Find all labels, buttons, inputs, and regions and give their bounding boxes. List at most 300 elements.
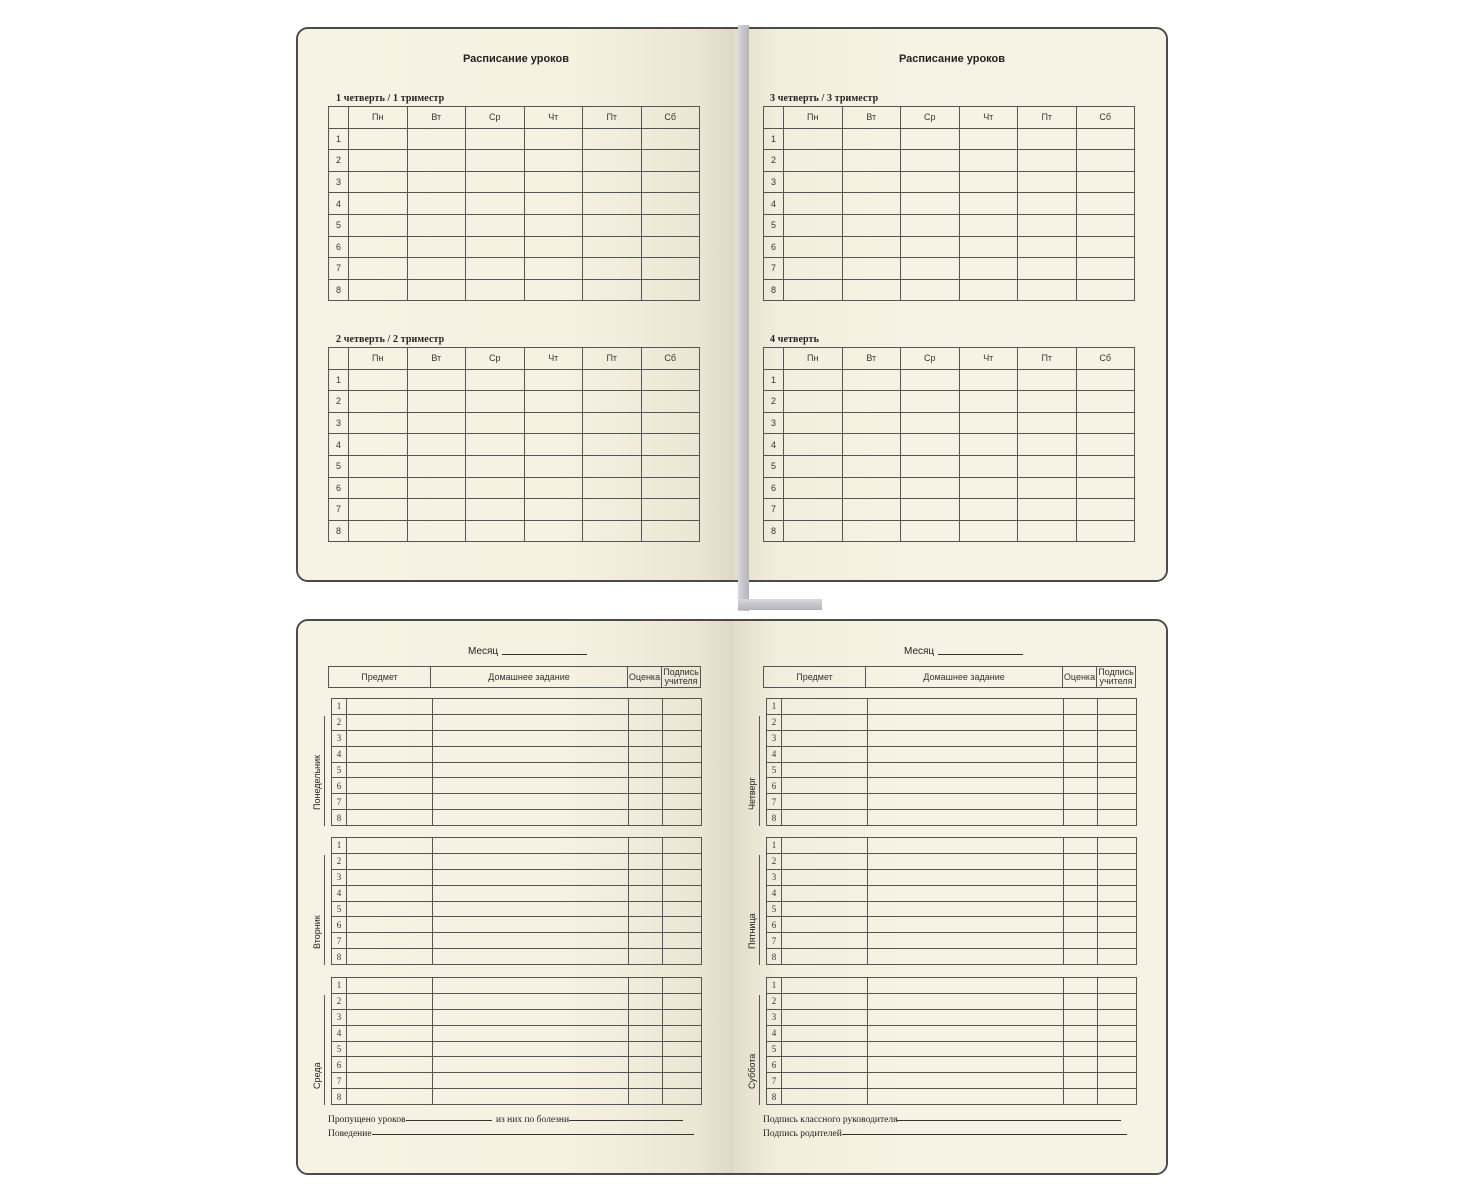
lesson-cell[interactable]: [407, 520, 466, 542]
lesson-cell[interactable]: [842, 434, 901, 456]
lesson-cell[interactable]: [349, 171, 408, 193]
subj-cell[interactable]: [782, 901, 868, 917]
subj-cell[interactable]: [782, 762, 868, 778]
sign-cell[interactable]: [1098, 933, 1137, 949]
grade-cell[interactable]: [629, 794, 663, 810]
sign-cell[interactable]: [663, 699, 702, 715]
subj-cell[interactable]: [347, 1009, 433, 1025]
grade-cell[interactable]: [1064, 746, 1098, 762]
subj-cell[interactable]: [782, 978, 868, 994]
grade-cell[interactable]: [1064, 762, 1098, 778]
grade-cell[interactable]: [1064, 978, 1098, 994]
sign-cell[interactable]: [663, 730, 702, 746]
sign-cell[interactable]: [663, 794, 702, 810]
grade-cell[interactable]: [1064, 810, 1098, 826]
lesson-cell[interactable]: [842, 499, 901, 521]
lesson-cell[interactable]: [583, 434, 642, 456]
subj-cell[interactable]: [347, 794, 433, 810]
lesson-cell[interactable]: [466, 455, 525, 477]
lesson-cell[interactable]: [1076, 279, 1135, 301]
sign-cell[interactable]: [663, 978, 702, 994]
lesson-cell[interactable]: [1076, 150, 1135, 172]
lesson-cell[interactable]: [784, 236, 843, 258]
lesson-cell[interactable]: [842, 369, 901, 391]
lesson-cell[interactable]: [349, 236, 408, 258]
lesson-cell[interactable]: [842, 214, 901, 236]
lesson-cell[interactable]: [784, 214, 843, 236]
grade-cell[interactable]: [1064, 993, 1098, 1009]
lesson-cell[interactable]: [901, 150, 960, 172]
lesson-cell[interactable]: [583, 171, 642, 193]
grade-cell[interactable]: [629, 730, 663, 746]
lesson-cell[interactable]: [901, 520, 960, 542]
missed-input[interactable]: [406, 1120, 492, 1121]
subj-cell[interactable]: [347, 949, 433, 965]
lesson-cell[interactable]: [524, 236, 583, 258]
lesson-cell[interactable]: [466, 128, 525, 150]
lesson-cell[interactable]: [842, 412, 901, 434]
grade-cell[interactable]: [1064, 917, 1098, 933]
lesson-cell[interactable]: [959, 128, 1018, 150]
lesson-cell[interactable]: [583, 477, 642, 499]
lesson-cell[interactable]: [959, 258, 1018, 280]
sign-cell[interactable]: [1098, 794, 1137, 810]
task-cell[interactable]: [868, 762, 1064, 778]
grade-cell[interactable]: [629, 901, 663, 917]
lesson-cell[interactable]: [1018, 171, 1077, 193]
subj-cell[interactable]: [347, 1041, 433, 1057]
lesson-cell[interactable]: [641, 193, 700, 215]
grade-cell[interactable]: [629, 838, 663, 854]
task-cell[interactable]: [433, 730, 629, 746]
subj-cell[interactable]: [782, 993, 868, 1009]
lesson-cell[interactable]: [1018, 279, 1077, 301]
grade-cell[interactable]: [629, 993, 663, 1009]
grade-cell[interactable]: [629, 885, 663, 901]
lesson-cell[interactable]: [583, 150, 642, 172]
subj-cell[interactable]: [347, 1073, 433, 1089]
lesson-cell[interactable]: [349, 520, 408, 542]
lesson-cell[interactable]: [407, 150, 466, 172]
lesson-cell[interactable]: [407, 171, 466, 193]
grade-cell[interactable]: [629, 699, 663, 715]
lesson-cell[interactable]: [784, 455, 843, 477]
lesson-cell[interactable]: [524, 412, 583, 434]
task-cell[interactable]: [433, 1041, 629, 1057]
lesson-cell[interactable]: [1018, 236, 1077, 258]
lesson-cell[interactable]: [1076, 258, 1135, 280]
lesson-cell[interactable]: [842, 520, 901, 542]
lesson-cell[interactable]: [1076, 520, 1135, 542]
subj-cell[interactable]: [347, 993, 433, 1009]
task-cell[interactable]: [433, 838, 629, 854]
lesson-cell[interactable]: [1018, 214, 1077, 236]
subj-cell[interactable]: [782, 714, 868, 730]
lesson-cell[interactable]: [641, 279, 700, 301]
task-cell[interactable]: [868, 730, 1064, 746]
lesson-cell[interactable]: [641, 391, 700, 413]
lesson-cell[interactable]: [466, 520, 525, 542]
lesson-cell[interactable]: [466, 412, 525, 434]
sign-cell[interactable]: [1098, 778, 1137, 794]
grade-cell[interactable]: [629, 714, 663, 730]
subj-cell[interactable]: [347, 699, 433, 715]
sign-cell[interactable]: [1098, 978, 1137, 994]
lesson-cell[interactable]: [641, 520, 700, 542]
lesson-cell[interactable]: [349, 214, 408, 236]
grade-cell[interactable]: [1064, 853, 1098, 869]
lesson-cell[interactable]: [1076, 128, 1135, 150]
task-cell[interactable]: [868, 917, 1064, 933]
sign-cell[interactable]: [1098, 1057, 1137, 1073]
sign-cell[interactable]: [663, 853, 702, 869]
task-cell[interactable]: [868, 1025, 1064, 1041]
subj-cell[interactable]: [347, 1057, 433, 1073]
subj-cell[interactable]: [347, 838, 433, 854]
task-cell[interactable]: [433, 762, 629, 778]
subj-cell[interactable]: [782, 869, 868, 885]
lesson-cell[interactable]: [641, 258, 700, 280]
subj-cell[interactable]: [782, 1009, 868, 1025]
subj-cell[interactable]: [782, 1073, 868, 1089]
lesson-cell[interactable]: [583, 193, 642, 215]
lesson-cell[interactable]: [959, 499, 1018, 521]
lesson-cell[interactable]: [842, 236, 901, 258]
lesson-cell[interactable]: [583, 258, 642, 280]
lesson-cell[interactable]: [1018, 520, 1077, 542]
grade-cell[interactable]: [1064, 869, 1098, 885]
lesson-cell[interactable]: [466, 150, 525, 172]
lesson-cell[interactable]: [641, 412, 700, 434]
lesson-cell[interactable]: [583, 455, 642, 477]
lesson-cell[interactable]: [1076, 412, 1135, 434]
lesson-cell[interactable]: [349, 150, 408, 172]
sign-cell[interactable]: [663, 1089, 702, 1105]
task-cell[interactable]: [433, 746, 629, 762]
grade-cell[interactable]: [1064, 714, 1098, 730]
task-cell[interactable]: [868, 1073, 1064, 1089]
task-cell[interactable]: [433, 794, 629, 810]
task-cell[interactable]: [868, 853, 1064, 869]
subj-cell[interactable]: [347, 933, 433, 949]
sign-cell[interactable]: [1098, 838, 1137, 854]
lesson-cell[interactable]: [524, 455, 583, 477]
lesson-cell[interactable]: [959, 369, 1018, 391]
grade-cell[interactable]: [629, 933, 663, 949]
subj-cell[interactable]: [782, 1057, 868, 1073]
lesson-cell[interactable]: [784, 128, 843, 150]
subj-cell[interactable]: [782, 885, 868, 901]
lesson-cell[interactable]: [842, 455, 901, 477]
month-input-line[interactable]: [938, 654, 1023, 655]
lesson-cell[interactable]: [524, 279, 583, 301]
grade-cell[interactable]: [1064, 1057, 1098, 1073]
lesson-cell[interactable]: [842, 279, 901, 301]
lesson-cell[interactable]: [901, 214, 960, 236]
grade-cell[interactable]: [1064, 949, 1098, 965]
lesson-cell[interactable]: [901, 477, 960, 499]
subj-cell[interactable]: [347, 1025, 433, 1041]
grade-cell[interactable]: [629, 762, 663, 778]
subj-cell[interactable]: [347, 901, 433, 917]
task-cell[interactable]: [868, 901, 1064, 917]
behavior-input[interactable]: [372, 1134, 694, 1135]
lesson-cell[interactable]: [466, 477, 525, 499]
lesson-cell[interactable]: [901, 258, 960, 280]
sign-cell[interactable]: [663, 714, 702, 730]
lesson-cell[interactable]: [583, 412, 642, 434]
subj-cell[interactable]: [347, 810, 433, 826]
subj-cell[interactable]: [347, 714, 433, 730]
grade-cell[interactable]: [1064, 838, 1098, 854]
lesson-cell[interactable]: [641, 236, 700, 258]
lesson-cell[interactable]: [583, 214, 642, 236]
lesson-cell[interactable]: [901, 171, 960, 193]
lesson-cell[interactable]: [524, 258, 583, 280]
lesson-cell[interactable]: [641, 434, 700, 456]
sign-cell[interactable]: [1098, 1009, 1137, 1025]
subj-cell[interactable]: [347, 730, 433, 746]
sign-cell[interactable]: [663, 901, 702, 917]
lesson-cell[interactable]: [959, 279, 1018, 301]
lesson-cell[interactable]: [641, 214, 700, 236]
subj-cell[interactable]: [782, 746, 868, 762]
lesson-cell[interactable]: [959, 150, 1018, 172]
lesson-cell[interactable]: [524, 391, 583, 413]
lesson-cell[interactable]: [1076, 193, 1135, 215]
lesson-cell[interactable]: [524, 150, 583, 172]
task-cell[interactable]: [868, 1057, 1064, 1073]
lesson-cell[interactable]: [524, 369, 583, 391]
lesson-cell[interactable]: [784, 279, 843, 301]
subj-cell[interactable]: [782, 810, 868, 826]
lesson-cell[interactable]: [959, 236, 1018, 258]
sign-cell[interactable]: [1098, 1073, 1137, 1089]
subj-cell[interactable]: [347, 869, 433, 885]
lesson-cell[interactable]: [959, 520, 1018, 542]
lesson-cell[interactable]: [1076, 369, 1135, 391]
subj-cell[interactable]: [782, 699, 868, 715]
lesson-cell[interactable]: [641, 477, 700, 499]
task-cell[interactable]: [868, 1089, 1064, 1105]
lesson-cell[interactable]: [524, 520, 583, 542]
task-cell[interactable]: [433, 699, 629, 715]
lesson-cell[interactable]: [407, 193, 466, 215]
sign-cell[interactable]: [1098, 762, 1137, 778]
lesson-cell[interactable]: [959, 391, 1018, 413]
lesson-cell[interactable]: [1018, 391, 1077, 413]
subj-cell[interactable]: [347, 1089, 433, 1105]
lesson-cell[interactable]: [1076, 391, 1135, 413]
grade-cell[interactable]: [629, 1041, 663, 1057]
task-cell[interactable]: [433, 949, 629, 965]
sign-cell[interactable]: [663, 949, 702, 965]
bookmark-ribbon[interactable]: [738, 25, 749, 611]
sign-cell[interactable]: [1098, 853, 1137, 869]
lesson-cell[interactable]: [784, 434, 843, 456]
lesson-cell[interactable]: [901, 412, 960, 434]
lesson-cell[interactable]: [1018, 412, 1077, 434]
grade-cell[interactable]: [629, 1089, 663, 1105]
lesson-cell[interactable]: [641, 128, 700, 150]
sign-cell[interactable]: [1098, 1025, 1137, 1041]
lesson-cell[interactable]: [901, 128, 960, 150]
lesson-cell[interactable]: [524, 477, 583, 499]
task-cell[interactable]: [868, 714, 1064, 730]
lesson-cell[interactable]: [524, 434, 583, 456]
lesson-cell[interactable]: [784, 193, 843, 215]
lesson-cell[interactable]: [959, 477, 1018, 499]
grade-cell[interactable]: [1064, 1041, 1098, 1057]
grade-cell[interactable]: [1064, 901, 1098, 917]
lesson-cell[interactable]: [1018, 369, 1077, 391]
sign-cell[interactable]: [1098, 885, 1137, 901]
subj-cell[interactable]: [782, 794, 868, 810]
lesson-cell[interactable]: [349, 477, 408, 499]
lesson-cell[interactable]: [901, 236, 960, 258]
lesson-cell[interactable]: [784, 150, 843, 172]
lesson-cell[interactable]: [1018, 150, 1077, 172]
subj-cell[interactable]: [782, 933, 868, 949]
lesson-cell[interactable]: [349, 193, 408, 215]
teacher-sign-input[interactable]: [897, 1120, 1121, 1121]
lesson-cell[interactable]: [407, 412, 466, 434]
task-cell[interactable]: [868, 1041, 1064, 1057]
lesson-cell[interactable]: [842, 150, 901, 172]
lesson-cell[interactable]: [466, 499, 525, 521]
lesson-cell[interactable]: [1076, 499, 1135, 521]
lesson-cell[interactable]: [407, 477, 466, 499]
lesson-cell[interactable]: [901, 391, 960, 413]
subj-cell[interactable]: [782, 730, 868, 746]
subj-cell[interactable]: [782, 917, 868, 933]
sign-cell[interactable]: [663, 1057, 702, 1073]
subj-cell[interactable]: [347, 885, 433, 901]
lesson-cell[interactable]: [349, 369, 408, 391]
task-cell[interactable]: [433, 917, 629, 933]
lesson-cell[interactable]: [524, 499, 583, 521]
lesson-cell[interactable]: [959, 455, 1018, 477]
lesson-cell[interactable]: [466, 214, 525, 236]
lesson-cell[interactable]: [641, 369, 700, 391]
grade-cell[interactable]: [1064, 933, 1098, 949]
sign-cell[interactable]: [1098, 714, 1137, 730]
lesson-cell[interactable]: [784, 258, 843, 280]
subj-cell[interactable]: [782, 1025, 868, 1041]
task-cell[interactable]: [433, 901, 629, 917]
subj-cell[interactable]: [782, 838, 868, 854]
grade-cell[interactable]: [1064, 794, 1098, 810]
lesson-cell[interactable]: [784, 369, 843, 391]
grade-cell[interactable]: [1064, 885, 1098, 901]
grade-cell[interactable]: [1064, 1073, 1098, 1089]
month-input-line[interactable]: [502, 654, 587, 655]
grade-cell[interactable]: [629, 853, 663, 869]
lesson-cell[interactable]: [349, 499, 408, 521]
lesson-cell[interactable]: [407, 434, 466, 456]
grade-cell[interactable]: [629, 978, 663, 994]
lesson-cell[interactable]: [583, 236, 642, 258]
sign-cell[interactable]: [663, 746, 702, 762]
lesson-cell[interactable]: [784, 412, 843, 434]
lesson-cell[interactable]: [407, 258, 466, 280]
bookmark-ribbon-tail[interactable]: [738, 599, 822, 610]
grade-cell[interactable]: [1064, 778, 1098, 794]
lesson-cell[interactable]: [349, 258, 408, 280]
grade-cell[interactable]: [629, 949, 663, 965]
lesson-cell[interactable]: [959, 214, 1018, 236]
lesson-cell[interactable]: [407, 214, 466, 236]
grade-cell[interactable]: [1064, 699, 1098, 715]
task-cell[interactable]: [433, 885, 629, 901]
sign-cell[interactable]: [1098, 917, 1137, 933]
lesson-cell[interactable]: [901, 193, 960, 215]
sign-cell[interactable]: [663, 1041, 702, 1057]
grade-cell[interactable]: [629, 778, 663, 794]
task-cell[interactable]: [433, 853, 629, 869]
lesson-cell[interactable]: [349, 412, 408, 434]
lesson-cell[interactable]: [784, 171, 843, 193]
sign-cell[interactable]: [663, 917, 702, 933]
lesson-cell[interactable]: [1076, 477, 1135, 499]
sign-cell[interactable]: [663, 869, 702, 885]
lesson-cell[interactable]: [1076, 171, 1135, 193]
lesson-cell[interactable]: [349, 279, 408, 301]
sign-cell[interactable]: [663, 885, 702, 901]
sign-cell[interactable]: [1098, 810, 1137, 826]
task-cell[interactable]: [868, 838, 1064, 854]
sign-cell[interactable]: [663, 1025, 702, 1041]
lesson-cell[interactable]: [641, 150, 700, 172]
lesson-cell[interactable]: [524, 171, 583, 193]
lesson-cell[interactable]: [959, 171, 1018, 193]
task-cell[interactable]: [433, 993, 629, 1009]
lesson-cell[interactable]: [583, 128, 642, 150]
subj-cell[interactable]: [347, 917, 433, 933]
task-cell[interactable]: [868, 993, 1064, 1009]
task-cell[interactable]: [868, 1009, 1064, 1025]
task-cell[interactable]: [433, 978, 629, 994]
lesson-cell[interactable]: [466, 193, 525, 215]
lesson-cell[interactable]: [959, 412, 1018, 434]
lesson-cell[interactable]: [641, 455, 700, 477]
task-cell[interactable]: [868, 794, 1064, 810]
lesson-cell[interactable]: [1018, 193, 1077, 215]
grade-cell[interactable]: [629, 746, 663, 762]
lesson-cell[interactable]: [842, 193, 901, 215]
lesson-cell[interactable]: [641, 171, 700, 193]
lesson-cell[interactable]: [466, 434, 525, 456]
lesson-cell[interactable]: [1018, 434, 1077, 456]
lesson-cell[interactable]: [349, 391, 408, 413]
grade-cell[interactable]: [629, 1057, 663, 1073]
lesson-cell[interactable]: [959, 193, 1018, 215]
grade-cell[interactable]: [629, 1009, 663, 1025]
subj-cell[interactable]: [782, 853, 868, 869]
lesson-cell[interactable]: [583, 391, 642, 413]
task-cell[interactable]: [868, 810, 1064, 826]
sick-input[interactable]: [569, 1120, 683, 1121]
subj-cell[interactable]: [347, 778, 433, 794]
sign-cell[interactable]: [1098, 949, 1137, 965]
lesson-cell[interactable]: [466, 391, 525, 413]
sign-cell[interactable]: [663, 1009, 702, 1025]
subj-cell[interactable]: [347, 853, 433, 869]
sign-cell[interactable]: [1098, 746, 1137, 762]
task-cell[interactable]: [868, 778, 1064, 794]
lesson-cell[interactable]: [407, 236, 466, 258]
lesson-cell[interactable]: [524, 193, 583, 215]
